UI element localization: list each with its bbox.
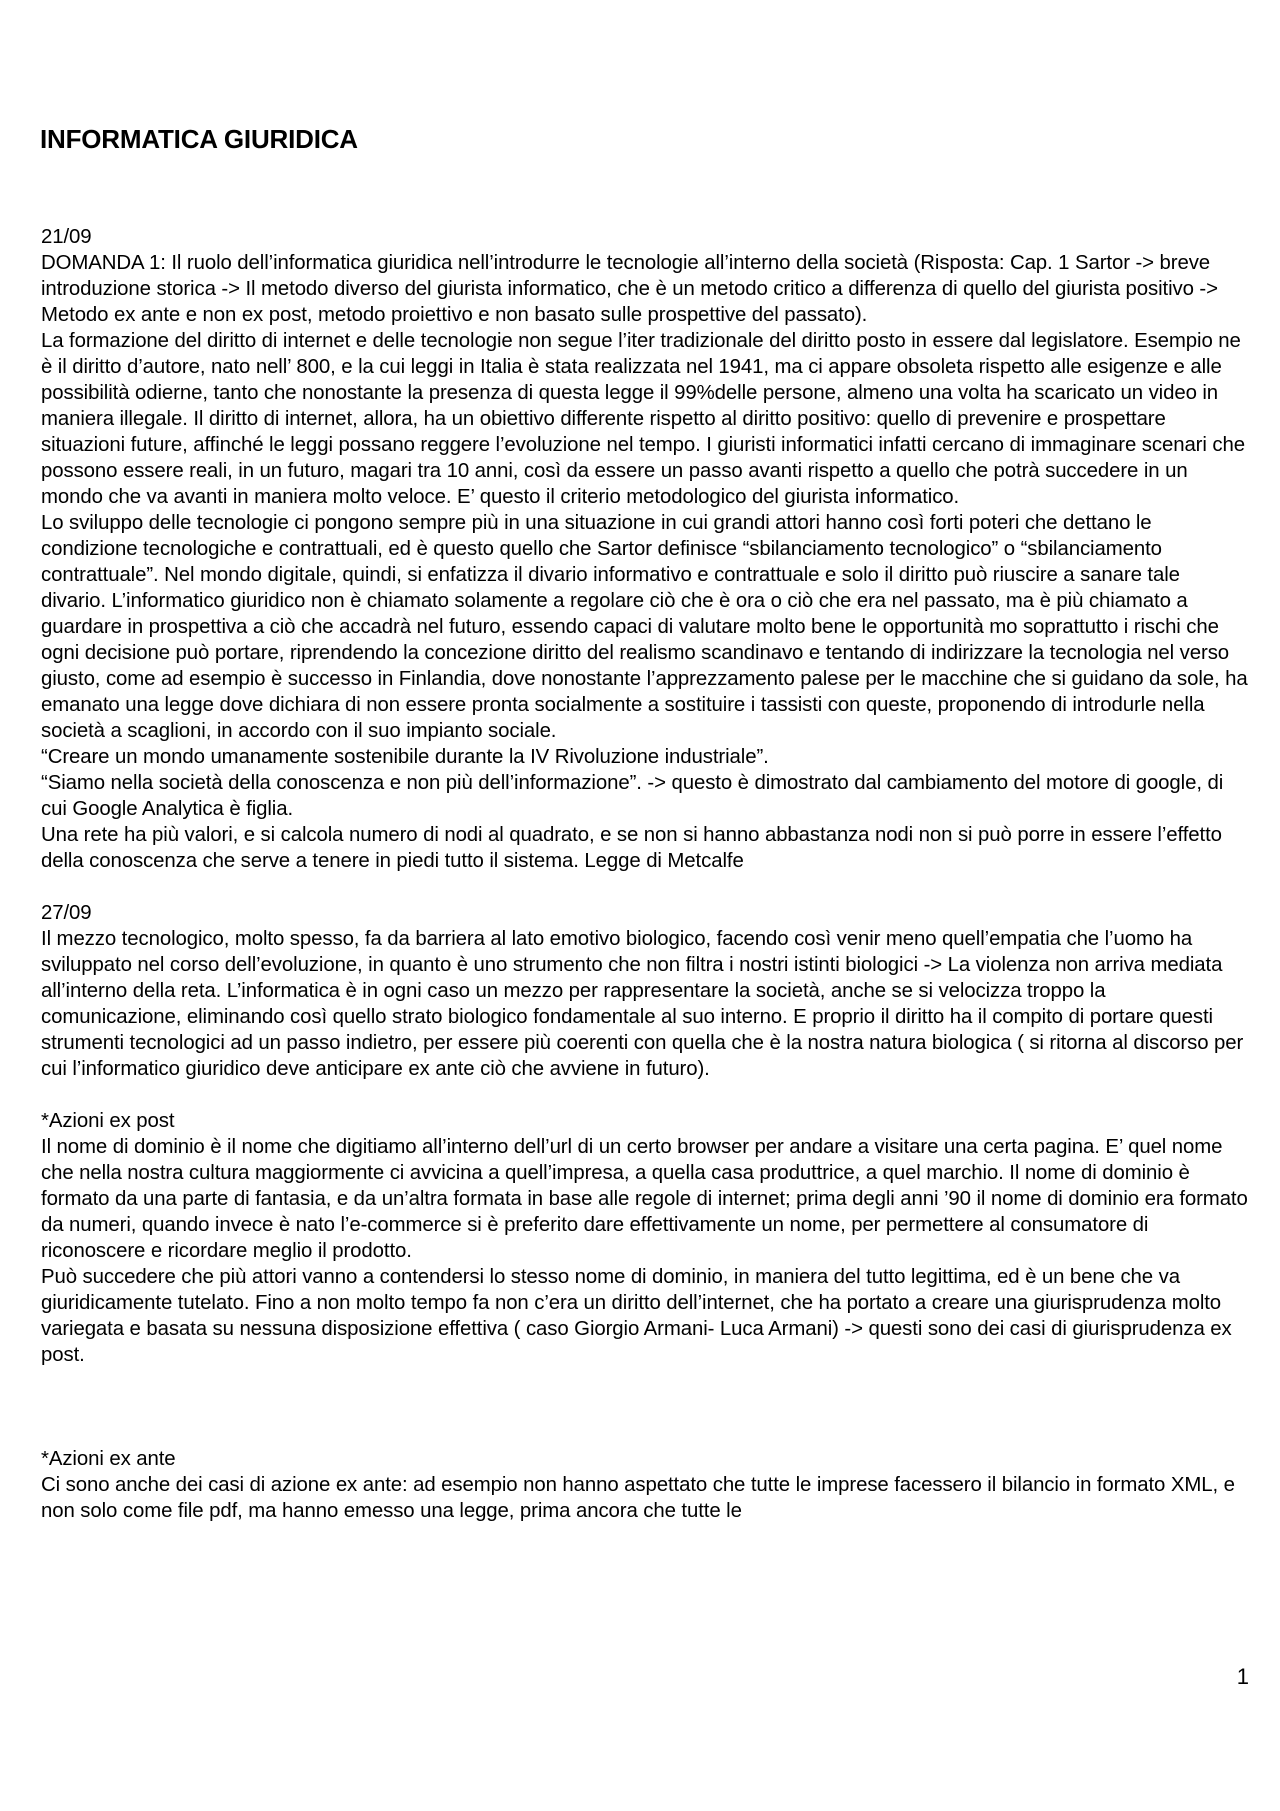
paragraph: Il nome di dominio è il nome che digitiamo all’interno dell’url di un certo browser per andare a visitare una certa pagina. E’ quel nome che nella nostra cultura maggiormente ci avvicina a quell’impresa, a quella casa produttrice, a quel marchio. Il nome di dominio è formato da una parte di fantasia, e da un’altra formata in base alle regole di internet; prima degli anni ’90 il nome di dominio era formato da numeri, quando invece è nato l’e-commerce si è preferito dare effettivamente un nome, per permettere al consumatore di riconoscere e ricordare meglio il prodotto. [41, 1136, 1248, 1262]
quote: “Creare un mondo umanamente sostenibile durante la IV Rivoluzione industriale”. [41, 746, 769, 768]
section-date: 21/09 [41, 226, 92, 248]
paragraph: Ci sono anche dei casi di azione ex ante: ad esempio non hanno aspettato che tutte le imprese facessero il bilancio in formato XML, e non solo come file pdf, ma hanno emesso una legge, prima ancora che tutte le [41, 1474, 1235, 1522]
section-heading: *Azioni ex post [41, 1110, 175, 1132]
document-title: INFORMATICA GIURIDICA [40, 124, 358, 154]
document-body [41, 224, 1249, 1524]
paragraph: La formazione del diritto di internet e delle tecnologie non segue l’iter tradizionale del diritto posto in essere dal legislatore. Esempio ne è il diritto d’autore, nato nell’ 800, e la cui leggi in Italia è stata realizzata nel 1941, ma ci appare obsoleta rispetto alle esigenze e alle possibilità odierne, tanto che nonostante la presenza di questa legge il 99%delle persone, almeno una volta ha scaricato un video in maniera illegale. Il diritto di internet, allora, ha un obiettivo differente rispetto al diritto positivo: quello di prevenire e prospettare situazioni future, affinché le leggi possano reggere l’evoluzione nel tempo. I giuristi informatici infatti cercano di immaginare scenari che possono essere reali, in un futuro, magari tra 10 anni, così da essere un passo avanti rispetto a quello che potrà succedere in un mondo che va avanti in maniera molto veloce. E’ questo il criterio metodologico del giurista informatico. [41, 330, 1245, 508]
paragraph: Lo sviluppo delle tecnologie ci pongono sempre più in una situazione in cui grandi attori hanno così forti poteri che dettano le condizione tecnologiche e contrattuali, ed è questo quello che Sartor definisce “sbilanciamento tecnologico” o “sbilanciamento contrattuale”. Nel mondo digitale, quindi, si enfatizza il divario informativo e contrattuale e solo il diritto può riuscire a sanare tale divario. L’informatico giuridico non è chiamato solamente a regolare ciò che è ora o ciò che era nel passato, ma è più chiamato a guardare in prospettiva a ciò che accadrà nel futuro, essendo capaci di valutare molto bene le opportunità mo soprattutto i rischi che ogni decisione può portare, riprendendo la concezione diritto del realismo scandinavo e tentando di indirizzare la tecnologia nel verso giusto, come ad esempio è successo in Finlandia, dove nonostante l’apprezzamento palese per le macchine che si guidano da sole, ha emanato una legge dove dichiara di non essere pronta socialmente a sostituire i tassisti con queste, proponendo di introdurle nella società a scaglioni, in accordo con il suo impianto sociale. [41, 512, 1248, 742]
section-date: 27/09 [41, 902, 92, 924]
paragraph: Una rete ha più valori, e si calcola numero di nodi al quadrato, e se non si hanno abbastanza nodi non si può porre in essere l’effetto della conoscenza che serve a tenere in piedi tutto il sistema. Legge di Metcalfe [41, 824, 1222, 872]
page-number: 1 [1236, 1664, 1249, 1689]
paragraph: Il mezzo tecnologico, molto spesso, fa da barriera al lato emotivo biologico, facendo così venir meno quell’empatia che l’uomo ha sviluppato nel corso dell’evoluzione, in quanto è uno strumento che non filtra i nostri istinti biologici -> La violenza non arriva mediata all’interno della reta. L’informatica è in ogni caso un mezzo per rappresentare la società, anche se si velocizza troppo la comunicazione, eliminando così quello strato biologico fondamentale al suo interno. E proprio il diritto ha il compito di portare questi strumenti tecnologici ad un passo indietro, per essere più coerenti con quella che è la nostra natura biologica ( si ritorna al discorso per cui l’informatico giuridico deve anticipare ex ante ciò che avviene in futuro). [41, 928, 1244, 1080]
quote: “Siamo nella società della conoscenza e non più dell’informazione”. -> questo è dimostrato dal cambiamento del motore di google, di cui Google Analytica è figlia. [41, 772, 1224, 820]
paragraph: Può succedere che più attori vanno a contendersi lo stesso nome di dominio, in maniera del tutto legittima, ed è un bene che va giuridicamente tutelato. Fino a non molto tempo fa non c’era un diritto dell’internet, che ha portato a creare una giurisprudenza molto variegata e basata su nessuna disposizione effettiva ( caso Giorgio Armani- Luca Armani) -> questi sono dei casi di giurisprudenza ex post. [41, 1266, 1232, 1366]
section-heading: *Azioni ex ante [41, 1448, 176, 1470]
paragraph: DOMANDA 1: Il ruolo dell’informatica giuridica nell’introdurre le tecnologie all’interno della società (Risposta: Cap. 1 Sartor -> breve introduzione storica -> Il metodo diverso del giurista informatico, che è un metodo critico a differenza di quello del giurista positivo -> Metodo ex ante e non ex post, metodo proiettivo e non basato sulle prospettive del passato). [41, 252, 1218, 326]
